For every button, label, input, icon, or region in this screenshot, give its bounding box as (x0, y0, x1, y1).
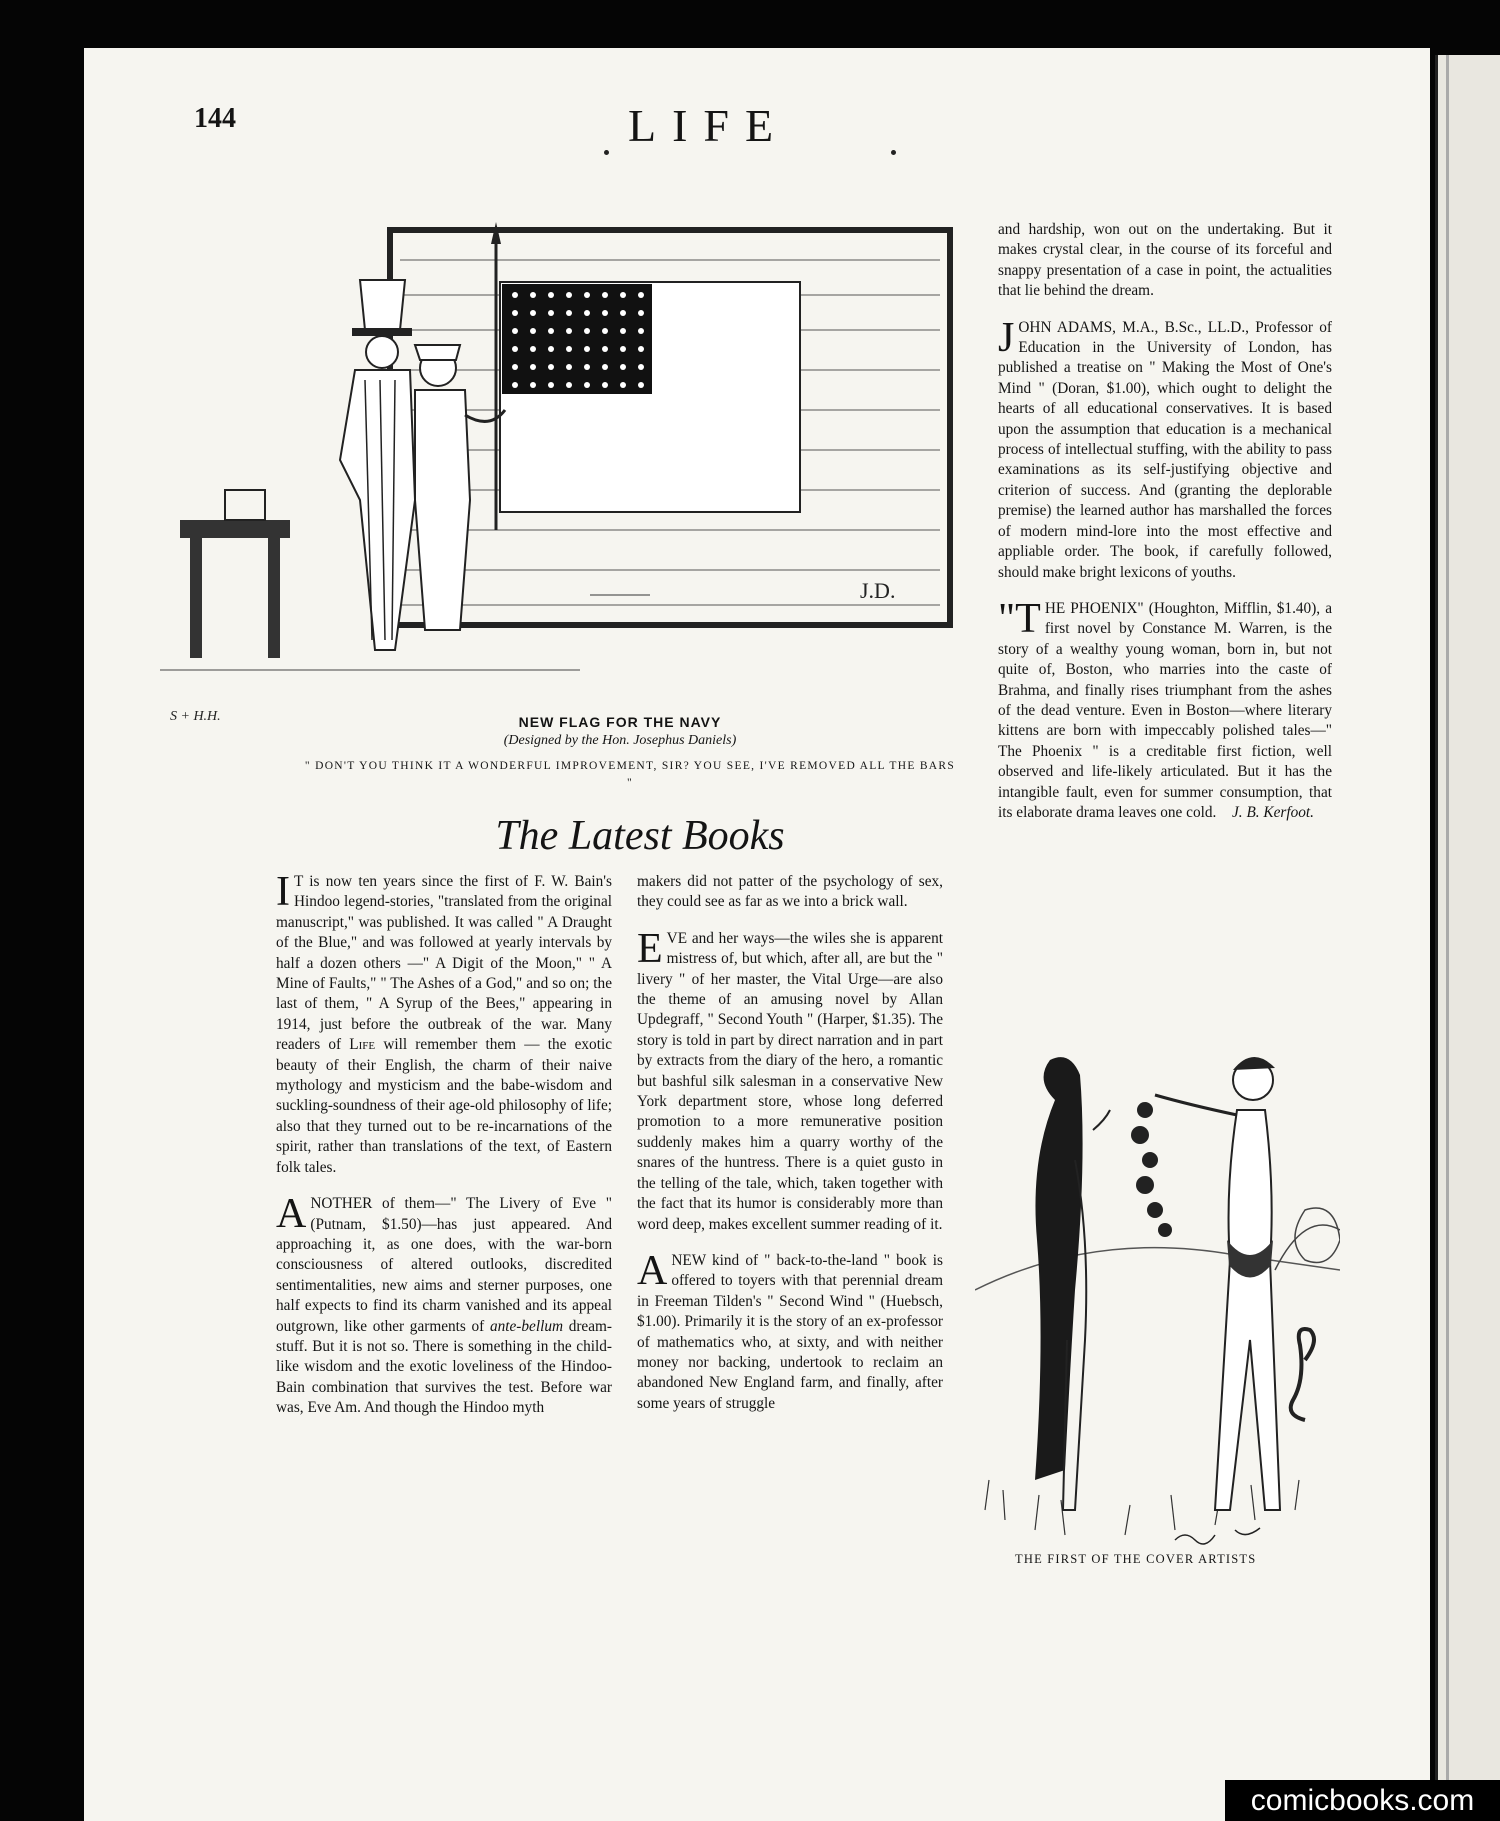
adjacent-page-edge (1435, 55, 1500, 1805)
article-column-3: and hardship, won out on the undertaking. But it makes crystal clear, in the course of its forceful and snappy presentation of a case in point, the actualities that lie behind the dream. JOHN ADAMS, M.A., B.Sc., LL.D., Professor of Education in the University of London, has published a treatise on " Making the Most of One's Mind " (Doran, $1.00), which ought to delight the hearts of all educational conservatives. It is based upon the assumption that education is a mechanical process of intellectual stuffing, with the ability to pass examinations as its self-justifying objective and criterion of success. And (granting the deplorable premise) the learned author has marshalled the forces of modern mind-lore into the most effective and appliable order. The book, if carefully followed, should make bright lexicons of youths. "THE PHOENIX" (Houghton, Mifflin, $1.40), a first novel by Constance M. Warren, is the story of a wealthy young woman, born in, but not quite of, Boston, who marries into the caste of Brahma, and finally rises triumphant from the ashes of the dead venture. Even in Boston—where literary kittens are born with impeccably polished tales—" The Phoenix " is a creditable first fiction, well observed and life-likely articulated. But it has the intangible fault, even for summer consumption, that its elaborate drama leaves one cold. J. B. Kerfoot. (998, 220, 1332, 823)
cartoon-subtitle: (Designed by the Hon. Josephus Daniels) (503, 733, 737, 748)
site-watermark: comicbooks.com (1225, 1780, 1500, 1821)
dropcap: A (276, 1191, 307, 1238)
article-column-2: makers did not patter of the psychology of sex, they could see as far as we into a brick wall. EVE and her ways—the wiles she is apparent mistress of, but which, after all, are but the " livery " of her master, the Vital Urge—are also the theme of an amusing novel by Allan Updegraff, " Second Youth " (Harper, $1.35). The story is told in part by direct narration and in part by extracts from the diary of the hero, a romantic but bashful silk salesman in a conservative New York department store, whose long deferred promotion to a more remunerative position suddenly makes him a quarry worthy of the snares of the huntress. There is a quiet gusto in the telling of the tale, which, taken together with the fact that its humor is considerably more than word deep, makes excellent summer reading of it. ANEW kind of " back-to-the-land " book is offered to toyers with that perennial dream in Freeman Tilden's " Second Wind " (Huebsch, $1.00). Primarily it is the story of an ex-professor of mathematics who, at sixty, and with neither money nor backing, undertook to reclaim an abandoned New England farm, and finally, after some years of struggle (637, 873, 943, 1412)
masthead-dot-right (891, 150, 896, 155)
article-heading: The Latest Books (495, 813, 785, 859)
masthead-dot-left (604, 150, 609, 155)
dropcap: I (276, 869, 290, 915)
svg-text:S + H.H.: S + H.H. (170, 709, 221, 724)
masthead: LIFE (628, 100, 790, 151)
navy-flag-cartoon (160, 200, 980, 730)
dropcap: E (637, 925, 663, 972)
page-number: 144 (194, 103, 236, 134)
cover-artists-caption: THE FIRST OF THE COVER ARTISTS (1015, 1552, 1257, 1566)
cover-artists-cartoon (975, 1040, 1340, 1558)
dropcap: "T (998, 595, 1041, 642)
dropcap: A (637, 1247, 668, 1294)
article-column-1: I T is now ten years since the first of F. W. Bain's Hindoo legend-stories, "translated from the original manuscript," was published. It was called " A Draught of the Blue," and was followed at yearly intervals by half a dozen others —" A Digit of the Moon," " A Mine of Faults," " The Ashes of a God," and so on; the last of them, " A Syrup of the Bees," appearing in 1914, just before the outbreak of the war. Many readers of Life will remember them — the exotic beauty of their English, the charm of their naive mythology and mysticism and the babe-wisdom and suckling-soundness of their age-old philosophy of life; also that they turned out to be re-incarnations of the spirit, rather than translations of the text, of Eastern folk tales. ANOTHER of them—" The Livery of Eve " (Putnam, $1.50)—has just appeared. And approaching it, as one does, with the war-born consciousness of altered outlooks, discredited sentimentalities, new aims and sterner purposes, one half expects to find its charm vanished and its appeal outgrown, like other garments of ante-bellum dream-stuff. But it is not so. There is something in the child-like wisdom and the exotic loveliness of the Hindoo-Bain combination that survives the test. Before war was, Eve Am. And though the Hindoo myth (276, 869, 613, 1417)
author-signature: J. B. Kerfoot. (1232, 803, 1314, 821)
svg-text:J.D.: J.D. (860, 578, 896, 603)
dropcap: J (998, 314, 1015, 361)
cartoon-title: NEW FLAG FOR THE NAVY (518, 714, 722, 730)
cartoon-quote: " DON'T YOU THINK IT A WONDERFUL IMPROVEMENT, SIR? YOU SEE, I'VE REMOVED ALL THE BARS " (304, 760, 956, 789)
